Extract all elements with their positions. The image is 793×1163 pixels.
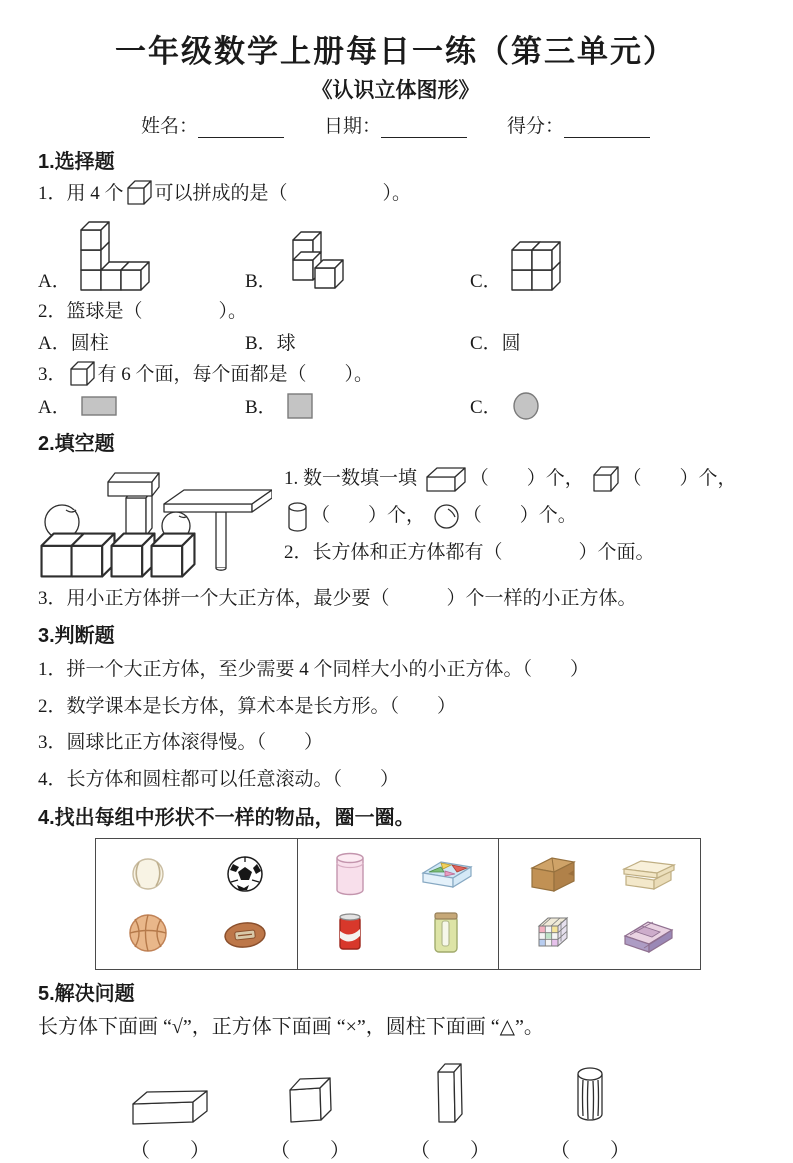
cylinder-icon (287, 501, 308, 532)
cube-arrangement-b-icon (286, 225, 348, 293)
s1-q1-options (38, 211, 753, 293)
s5-shape-cube (240, 1054, 380, 1126)
s2-count-row (38, 460, 753, 580)
s1-q2-option-b: B．球 (245, 333, 296, 355)
option-b-label: B． (245, 397, 277, 419)
score-label: 得分： (507, 116, 565, 137)
s5-shape-cuboid (100, 1054, 240, 1126)
cube-icon (69, 360, 96, 387)
green-cylinder-container-icon (428, 908, 464, 958)
name-label: 姓名： (140, 116, 198, 137)
shape-groups-table (95, 838, 701, 970)
cola-can-icon (333, 909, 367, 957)
rugby-ball-icon (220, 915, 270, 951)
cuboid-drawing (129, 1078, 211, 1126)
option-b-label: B． (245, 270, 277, 292)
cube-arrangement-a-icon (80, 211, 152, 293)
s5-answer-slot-3: （ ） (410, 1139, 490, 1162)
meta-row (38, 111, 753, 138)
baseball-icon (128, 854, 168, 894)
pencil-box-icon (620, 912, 676, 954)
gray-circle-icon (512, 392, 540, 420)
s3-item-1: 1．拼一个大正方体，至少需要 4 个同样大小的小正方体。（ ） (38, 659, 590, 681)
score-blank (564, 119, 650, 138)
blocks-scene-image (38, 460, 272, 580)
gray-rectangle-icon (81, 396, 117, 416)
cube-drawing (285, 1074, 335, 1126)
s3-item-2: 2．数学课本是长方体，算术本是长方形。（ ） (38, 695, 457, 717)
date-label: 日期： (323, 116, 381, 137)
s1-q3-option-a (38, 392, 245, 419)
s3-item-3: 3．圆球比正方体滚得慢。（ ） (38, 732, 324, 754)
section5-heading: 5.解决问题 (38, 982, 135, 1005)
s2-q1-seg3: （ ）个， (311, 504, 426, 526)
s1-q1-line (38, 179, 753, 208)
section3-heading: 3.判断题 (38, 625, 115, 648)
s3-item-4: 4．长方体和圆柱都可以任意滚动。（ ） (38, 768, 400, 790)
s1-q3-text-pre: 3． (38, 364, 67, 386)
s5-answer-slot-4: （ ） (550, 1139, 630, 1162)
s1-q2-option-c: C．圆 (470, 333, 521, 355)
s2-fill-text (284, 460, 753, 580)
cube-icon (592, 465, 620, 493)
cuboid-icon (425, 466, 467, 493)
option-c-label: C． (470, 270, 502, 292)
s5-shapes-row (100, 1054, 660, 1126)
page-title: 一年级数学上册每日一练（第三单元） (115, 34, 676, 69)
cylinder-drawing (572, 1064, 608, 1126)
s2-q1-seg2: （ ）个， (622, 467, 737, 489)
option-a-label: A． (38, 397, 71, 419)
section2-heading: 2.填空题 (38, 432, 115, 455)
section4-heading: 4.找出每组中形状不一样的物品，圈一圈。 (38, 806, 415, 829)
s1-q1-option-a (38, 211, 245, 293)
s1-q1-text-post: 可以拼成的是（ ）。 (154, 183, 412, 204)
group-balls-cell (96, 839, 298, 969)
s2-q1-seg1: （ ）个， (469, 467, 584, 489)
group-cylinders-cell (298, 839, 500, 969)
s1-q3-option-b (245, 392, 470, 419)
s2-q3-line: 3．用小正方体拼一个大正方体，最少要（ ）个一样的小正方体。 (38, 587, 637, 609)
group-boxes-cell (499, 839, 700, 969)
s2-q1-line (284, 460, 753, 534)
s5-answer-slot-1: （ ） (130, 1139, 210, 1162)
s2-q1-pre: 1. 数一数填一填 (284, 467, 418, 489)
s1-q3-line (38, 360, 753, 389)
date-blank (381, 119, 467, 138)
section1-heading: 1.选择题 (38, 151, 115, 173)
s1-q1-option-c (470, 231, 753, 293)
cube-icon (126, 179, 153, 206)
section3 (38, 619, 753, 794)
s1-q1-text-pre: 1．用 4 个 (38, 183, 124, 204)
soccer-ball-icon (223, 852, 267, 896)
sphere-icon (433, 503, 460, 530)
s1-q3-options (38, 392, 753, 420)
s1-q2-options (38, 328, 753, 355)
shoe-box-icon (620, 856, 676, 892)
page-subtitle: 《认识立体图形》 (311, 78, 480, 102)
s5-shape-tall-cuboid (380, 1054, 520, 1126)
s5-answers-row (100, 1134, 660, 1163)
pink-cylinder-cup-icon (332, 850, 368, 898)
tangram-puzzle-box-icon (417, 855, 475, 893)
s5-shape-cylinder (520, 1054, 660, 1126)
cardboard-box-icon (526, 853, 578, 895)
s2-q1-seg4: （ ）个。 (462, 504, 577, 526)
rubiks-cube-icon (531, 912, 573, 954)
basketball-icon (125, 910, 171, 956)
s1-q3-option-c (470, 392, 753, 420)
s5-answer-slot-2: （ ） (270, 1139, 350, 1162)
cube-arrangement-c-icon (511, 231, 563, 293)
s5-instruction: 长方体下面画 “√”，正方体下面画 “×”，圆柱下面画 “△”。 (38, 1015, 544, 1038)
gray-square-icon (287, 393, 313, 419)
option-c-label: C． (470, 397, 502, 419)
s1-q1-option-b (245, 225, 470, 293)
s1-q3-text-post: 有 6 个面，每个面都是（ ）。 (97, 364, 374, 386)
s2-q2-line: 2．长方体和正方体都有（ ）个面。 (284, 541, 655, 563)
s1-q2-option-a: A．圆柱 (38, 333, 109, 355)
name-blank (198, 119, 284, 138)
s1-q2-line: 2．篮球是（ ）。 (38, 300, 248, 322)
tall-cuboid-drawing (434, 1060, 466, 1126)
option-a-label: A． (38, 270, 71, 292)
